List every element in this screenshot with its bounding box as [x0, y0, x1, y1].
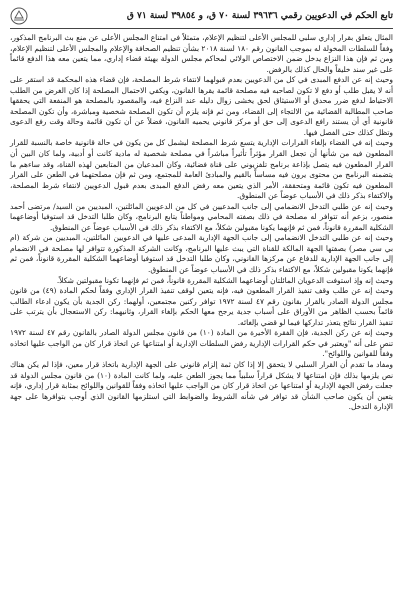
page-header — [10, 6, 393, 26]
header-divider — [10, 28, 393, 29]
paragraph: وحيث إنه عن طلبي التدخل الانضمامي إلى جانب الجهة الإدارية المدعى عليها في الدعويين المائلتين، المبديين من شركة (ام بي سي مصر) بصفتها الجهة المالكة للقناة التي يبث عليها البرنامج، وكانت الشركة المذكورة تتوافر لها مصلحة في الانضمام إلى جانب الجهة الإدارية للدفاع عن مركزها القانوني، وكان طلبا التدخل قد استوفيا أوضاعهما الشكلية المقررة قانوناً، فمن ثم فإنهما يكونا مقبولين شكلاً، مع الاكتفاء بذكر ذلك في الأسباب عوضاً عن المنطوق. — [10, 233, 393, 275]
paragraph: وحيث إنه عن طلب وقف تنفيذ القرار المطعون فيه، فإنه يتعين لوقف تنفيذ القرار الإداري وفقاً لحكم المادة (٤٩) من قانون مجلس الدولة الصادر بالقرار بقانون رقم ٤٧ لسنة ١٩٧٢ توافر ركنين مجتمعين، أولهما: ركن الجدية بأن يكون ادعاء الطالب قائماً بحسب الظاهر من الأوراق على أسباب جدية يرجح معها الحكم بإلغاء القرار، وثانيهما: ركن الاستعجال بأن يترتب على تنفيذ القرار نتائج يتعذر تداركها فيما لو قضي بإلغائه. — [10, 286, 393, 327]
paragraph: المثال يتعلق بقرار إداري سلبي للمجلس الأعلى لتنظيم الإعلام، متمثلاً في امتناع المجلس الأعلى عن منع بث البرنامج المذكور، وفقاً للسلطات المخولة له بموجب القانون رقم ١٨٠ لسنة ٢٠١٨ بشأن تنظيم الصحافة والإعلام والمجلس الأعلى لتنظيم الإعلام، ومن ثم فإن هذا النزاع يدخل ضمن الاختصاص الولائي لمحاكم مجلس الدولة بهيئة قضاء إداري، مما يتعين معه هذا الدفع قائماً على غير سند خليقاً والحال كذلك بالرفض. — [10, 33, 393, 74]
paragraph: وحيث إنه عن طلبي التدخل الانضمامي إلى جانب المدعيين في كل من الدعويين المائلتين، المبديين من السيد/ مرتضى أحمد منصور، بزعم أنه تتوافر له مصلحة في ذلك بصفته المحامي ومواطناً يتابع البرنامج، وكان طلبا التدخل قد استوفيا أوضاعهما الشكلية المقررة قانوناً، فمن ثم فإنهما يكونا مقبولين شكلاً، مع الاكتفاء بذكر ذلك في الأسباب عوضاً عن المنطوق. — [10, 201, 393, 232]
court-seal-icon — [10, 7, 28, 25]
paragraph: وحيث إنه عن ركن الجدية، فإن الفقرة الأخيرة من المادة (١٠) من قانون مجلس الدولة الصادر بالقانون رقم ٤٧ لسنة ١٩٧٢ تنص على أنه "ويعتبر في حكم القرارات الإدارية رفض السلطات الإدارية أو امتناعها عن اتخاذ قرار كان من الواجب عليها اتخاذه وفقاً للقوانين واللوائح". — [10, 328, 393, 359]
header-title: تابع الحكم في الدعويين رقمي ٣٩٦٣٦ لسنة ٧٠ ق، و ٣٩٨٥٤ لسنة ٧١ ق — [126, 11, 393, 21]
paragraph: وحيث إنه عن الدفع المبدى في كل من الدعويين بعدم قبولهما لانتفاء شرط المصلحة، فإن قضاء هذه المحكمة قد استقر على أنه لا يقبل طلب أو دفع لا تكون لصاحبه فيه مصلحة قائمة يقرها القانون، ويكفي الاحتمال المصلحة إذا كان الغرض من الطلب الاحتياط لدفع ضرر محدق أو الاستيثاق لحق يخشى زوال دليله عند النزاع فيه، والمقصود بالمصلحة هو المنفعة التي يحققها صاحب المطالبة القضائية من الالتجاء إلى القضاء، ومن ثم فإنه يلزم أن تكون المصلحة شخصية ومباشرة، وأن تكون المصلحة قانونية أي أن يستند رافع الدعوى إلى حق أو مركز قانوني يحميه القانون، فضلاً عن أن تكون قائمة وحالة وقت رفع الدعوى وتظل كذلك حتى الفصل فيها. — [10, 75, 393, 137]
paragraph: ومفاد ما تقدم أن القرار السلبي لا يتحقق إلا إذا كان ثمة إلزام قانوني على الجهة الإدارية باتخاذ قرار معين، فإذا لم يكن هناك نص يلزمها بذلك فإن امتناعها لا يشكل قراراً سلبياً مما يجوز الطعن عليه، ولما كانت المادة (١٠) من قانون مجلس الدولة قد جعلت رفض الجهة الإدارية أو امتناعها عن اتخاذ قرار كان من الواجب عليها اتخاذه وفقاً للقوانين واللوائح بمثابة قرار إداري، فإنه يتعين أن يكون صاحب الشأن قد توافر في شأنه الشروط والضوابط التي استلزمها القانون الذي أوجب بتوافرها على جهة الإدارة التدخل. — [10, 359, 394, 412]
document-body — [10, 33, 393, 413]
paragraph: وحيث إنه في القضاء بإلغاء القرارات الإدارية يتسع شرط المصلحة ليشمل كل من يكون في حالة قانونية خاصة بالنسبة للقرار المطعون فيه من شأنها أن تجعل القرار مؤثراً تأثيراً مباشراً في مصلحة شخصية له مادية كانت أو أدبية، ولما كان البين أن القرار المطعون فيه يتصل بإذاعة برنامج تلفزيوني على قناة فضائية، وكان المدعيان من المتابعين لهذه القناة، وقد ساءهم ما يتضمنه البرنامج من محتوى يرون فيه مساساً بالقيم والمبادئ العامة للمجتمع، ومن ثم فإن مصلحتهما في الطعن على القرار المطعون فيه تكون قائمة ومتحققة، الأمر الذي يتعين معه رفض الدفع المبدى بعدم قبول الدعويين لانتفاء شرط المصلحة، والاكتفاء بذكر ذلك في الأسباب عوضاً عن المنطوق. — [10, 138, 393, 201]
paragraph: وحيث إنه وإذ استوفت الدعويان المائلتان أوضاعهما الشكلية المقررة قانوناً، فمن ثم فإنهما تكونا مقبولتين شكلاً. — [56, 275, 393, 285]
